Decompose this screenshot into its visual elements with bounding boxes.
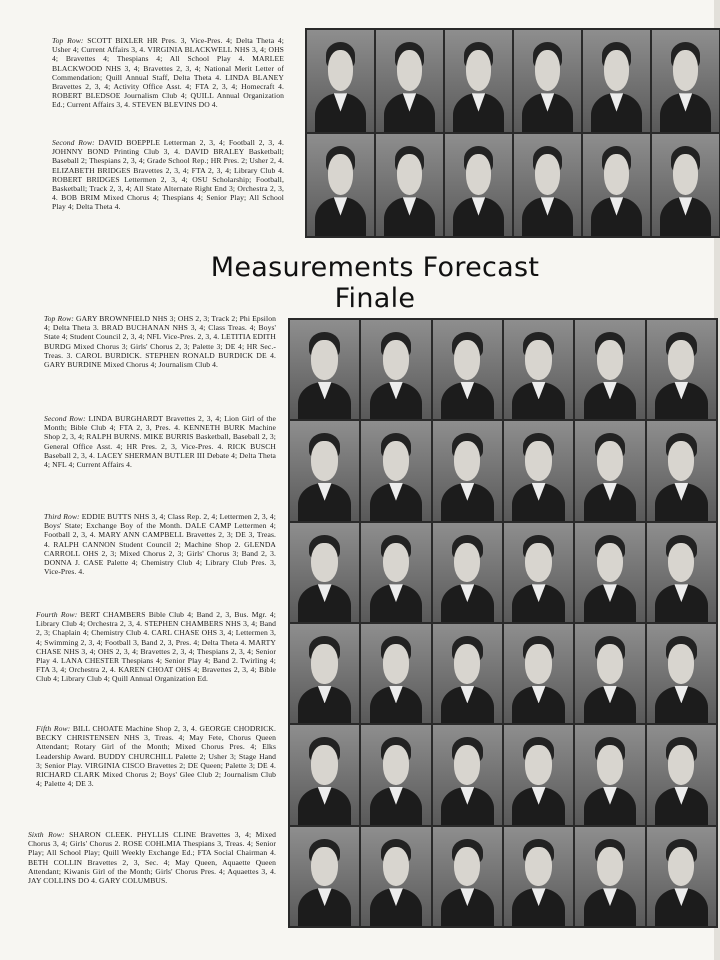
portrait-photo	[433, 421, 502, 520]
portrait-photo	[433, 827, 502, 926]
caption-bottom-row-2	[44, 414, 276, 469]
portrait-photo	[652, 134, 719, 236]
portrait-photo	[647, 725, 716, 824]
portrait-photo	[514, 134, 581, 236]
portrait-photo	[307, 134, 374, 236]
portrait-photo	[433, 320, 502, 419]
caption-text: DAVID BOEPPLE Letterman 2, 3, 4; Football 2, 3, 4. JOHNNY BOND Printing Club 3, 4. DAVID BRALEY Basketball; Baseball 2; Thespians 2, 3, 4; Grade School Rep.; HR Pres. 2; Usher 2, 4. ELIZABETH BRIDGES Bravettes 2, 3, 4; FTA 2, 3, 4; Library Club 4. ROBERT BRIDGES Lettermen 2, 3, 4; OSU Scholarship; Football, Basketball; Track 2, 3, 4; All State Alternate Right End 3; Orchestra 2, 3, 4. BOB BRIM Mixed Chorus 4; Thespians 4; Senior Play; All School Play 4; Delta Theta 4.	[52, 138, 284, 212]
caption-lead: Second Row:	[52, 138, 95, 147]
portrait-photo	[504, 523, 573, 622]
portrait-photo	[504, 725, 573, 824]
caption-text: BILL CHOATE Machine Shop 2, 3, 4. GEORGE CHODRICK. BECKY CHRISTENSEN NHS 3, Treas. 4; May Fete, Chorus Queen Attendant; Rotary Girl of the Month; Mixed Chorus Pres. 4; Elks Leadership Award. BUDDY CHURCHILL Palette 2; Usher 3; Stage Hand 3; Senior Play. VIRGINIA CISCO Bravettes 2; DE Queen; Palette 3; DE 4. RICHARD CLARK Mixed Chorus 2; Boys' Glee Club 2; Journalism Club 4; Palette 4; DE 3.	[36, 724, 276, 789]
portrait-photo	[433, 725, 502, 824]
caption-lead: Top Row:	[44, 314, 74, 323]
portrait-photo	[647, 827, 716, 926]
portrait-photo	[290, 523, 359, 622]
portrait-photo	[307, 30, 374, 132]
caption-lead: Fifth Row:	[36, 724, 71, 733]
caption-text: EDDIE BUTTS NHS 3, 4; Class Rep. 2, 4; Lettermen 2, 3, 4; Boys' State; Exchange Boy of the Month. DALE CAMP Lettermen 4; Football 2, 3, 4. MARY ANN CAMPBELL Bravettes 2, 3; DE 3, Treas. 4. RALPH CANNON Student Council 2; Machine Shop 2. GLENDA CARROLL OHS 2, 3; Mixed Chorus 2, 3; Girls' Chorus 3; Band 2, 3. DONNA J. CASE Palette 4; Chemistry Club 4; Library Club Pres. 3, Vice-Pres. 4.	[44, 512, 276, 577]
caption-lead: Fourth Row:	[36, 610, 78, 619]
portrait-photo	[290, 827, 359, 926]
caption-bottom-row-5	[36, 724, 276, 788]
photo-grid-top	[305, 28, 720, 238]
portrait-photo	[361, 523, 430, 622]
portrait-photo	[445, 30, 512, 132]
caption-lead: Sixth Row:	[28, 830, 65, 839]
caption-text: SCOTT BIXLER HR Pres. 3, Vice-Pres. 4; Delta Theta 4; Usher 4; Current Affairs 3, 4. VIRGINIA BLACKWELL NHS 3, 4; OHS 4; Bravettes 4; Thespians 4; All School Play 4. MARLEE BLACKWOOD NHS 3, 4; Bravettes 2, 3, 4; National Merit Letter of Commendation; Quill Annual Staff, Delta Theta 4. LINDA BLANEY Bravettes 2, 3, 4; Activity Office Asst. 4; FTA 2, 3, 4; Homecraft 4. ROBERT BLEDSOE Journalism Club 4; QUILL Annual Organization Ed.; Current Affairs 3, 4. STEVEN BLEVINS DO 4.	[52, 36, 284, 110]
portrait-photo	[583, 134, 650, 236]
caption-text: BERT CHAMBERS Bible Club 4; Band 2, 3, Bus. Mgr. 4; Library Club 4; Orchestra 2, 3, 4. STEPHEN CHAMBERS NHS 3, 4; Band 2, 3; Chaplain 4; Chemistry Club 4. CARL CHASE OHS 3, 4; Lettermen 3, 4; Swimming 2, 3, 4; Football 3, Band 2, 3, Pres. 4; Delta Theta 4. MARTY CHASE NHS 3, 4; OHS 2, 3, 4; Bravettes 2, 3, 4; Thespians 2, 3, 4; Senior Play 4. LANA CHESTER Thespians 4; Senior Play 4; Band 2. Twirling 4; FTA 3, 4; Orchestra 2, 4. KAREN CHOAT OHS 4; Bravettes 2, 3, 4; Bible Club 4; Library Club 4; Quill Annual Organization Ed.	[36, 610, 277, 684]
portrait-photo	[514, 30, 581, 132]
portrait-photo	[504, 421, 573, 520]
portrait-photo	[361, 827, 430, 926]
portrait-photo	[652, 30, 719, 132]
portrait-photo	[504, 827, 573, 926]
caption-lead: Top Row:	[52, 36, 84, 45]
portrait-photo	[504, 320, 573, 419]
photo-grid-bottom	[288, 318, 718, 928]
portrait-photo	[647, 523, 716, 622]
portrait-photo	[290, 421, 359, 520]
portrait-photo	[575, 827, 644, 926]
portrait-photo	[575, 421, 644, 520]
portrait-photo	[376, 30, 443, 132]
portrait-photo	[647, 624, 716, 723]
portrait-photo	[575, 320, 644, 419]
portrait-photo	[433, 523, 502, 622]
portrait-photo	[361, 725, 430, 824]
caption-bottom-row-3	[44, 512, 276, 576]
caption-lead: Second Row:	[44, 414, 86, 423]
caption-text: LINDA BURGHARDT Bravettes 2, 3, 4; Lion Girl of the Month; Bible Club 4; FTA 2, 3, Pres. 4. KENNETH BURK Machine Shop 2, 3, 4; RALPH BURNS. MIKE BURRIS Basketball, Baseball 2, 3; General Office Asst. 4; HR Pres. 2, 3, Vice-Pres. 4. RICK BUSCH Baseball 2, 3, 4. LACEY SHERMAN BUTLER III Debate 4; Delta Theta 4; NFL 4; Current Affairs 4.	[44, 414, 276, 470]
caption-text: SHARON CLEEK. PHYLLIS CLINE Bravettes 3, 4; Mixed Chorus 3, 4; Girls' Chorus 2. ROSE COHLMIA Thespians 3, Treas. 4; Senior Play; All School Play; Quill Weekly Exchange Ed.; FTA Social Chairman 4. BETH COLLIN Bravettes 2, 3, Sec. 4; May Queen, Aquaette Queen Attendant; Kiwanis Girl of the Month; Girls' Chorus Pres. 4; Aquaettes 3, 4. JAY COLLINS DO 4. GARY COLUMBUS.	[28, 830, 276, 886]
caption-top-row-1	[52, 36, 284, 110]
portrait-photo	[290, 320, 359, 419]
caption-text: GARY BROWNFIELD NHS 3; OHS 2, 3; Track 2; Phi Epsilon 4; Delta Theta 3. BRAD BUCHANAN NHS 3, 4; Class Treas. 4; Boys' State 4; Student Council 2, 3, 4; NFL Vice-Pres. 2, 3, 4. LETITIA EDITH BURDG Mixed Chorus 3; Girls' Chorus 2, 3; Palette 3; DE 4; HR Sec.-Treas. 3. CAROL BURDICK. STEPHEN RONALD BURDICK DE 4. GARY BURDINE Mixed Chorus 4; Journalism Club 4.	[44, 314, 277, 370]
portrait-photo	[361, 421, 430, 520]
portrait-photo	[575, 523, 644, 622]
caption-lead: Third Row:	[44, 512, 80, 521]
caption-bottom-row-6	[28, 830, 276, 885]
portrait-photo	[290, 624, 359, 723]
portrait-photo	[583, 30, 650, 132]
caption-bottom-row-1	[44, 314, 276, 369]
portrait-photo	[376, 134, 443, 236]
portrait-photo	[290, 725, 359, 824]
caption-top-row-2	[52, 138, 284, 212]
portrait-photo	[445, 134, 512, 236]
portrait-photo	[647, 421, 716, 520]
caption-bottom-row-4	[36, 610, 276, 684]
portrait-photo	[433, 624, 502, 723]
portrait-photo	[575, 624, 644, 723]
page-title: Measurements Forecast Finale	[210, 252, 540, 314]
portrait-photo	[647, 320, 716, 419]
portrait-photo	[504, 624, 573, 723]
portrait-photo	[575, 725, 644, 824]
portrait-photo	[361, 320, 430, 419]
portrait-photo	[361, 624, 430, 723]
